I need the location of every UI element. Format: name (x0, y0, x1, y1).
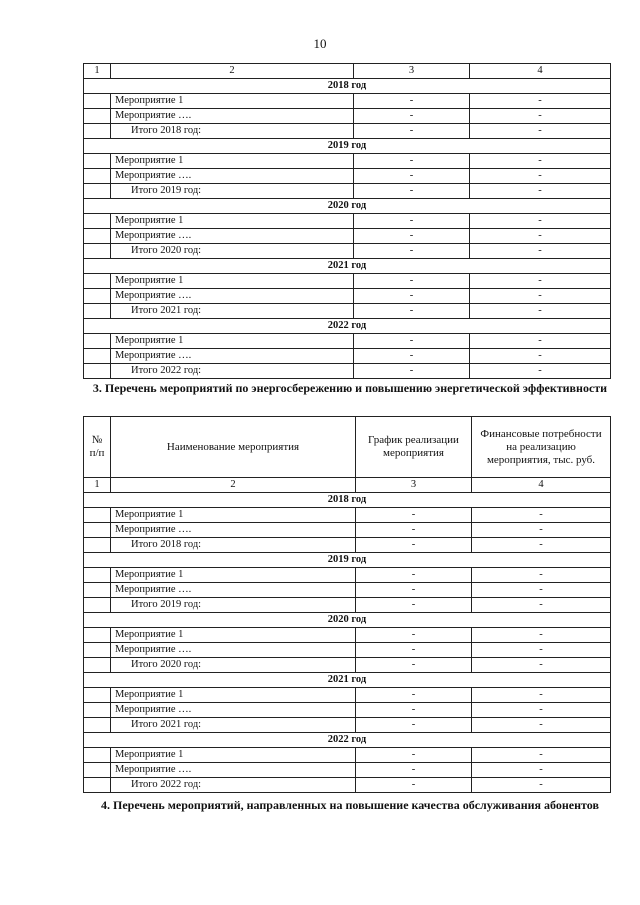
schedule-cell: - (356, 628, 472, 643)
event-name: Мероприятие …. (111, 289, 354, 304)
schedule-cell: - (356, 658, 472, 673)
table-row (84, 568, 611, 583)
schedule-cell: - (354, 124, 470, 139)
schedule-cell: - (356, 523, 472, 538)
table-row (84, 274, 611, 289)
row-number-cell (84, 244, 111, 259)
row-number-cell (84, 568, 111, 583)
financing-cell: - (472, 508, 611, 523)
column-number: 2 (111, 478, 356, 493)
event-name: Мероприятие 1 (111, 748, 356, 763)
column-number: 1 (84, 478, 111, 493)
year-label: 2022 год (84, 733, 611, 748)
event-name: Мероприятие 1 (111, 628, 356, 643)
year-label: 2021 год (84, 673, 611, 688)
financing-cell: - (470, 289, 611, 304)
schedule-cell: - (356, 778, 472, 793)
year-label: 2021 год (84, 259, 611, 274)
total-label: Итого 2019 год: (111, 184, 354, 199)
total-row (84, 364, 611, 379)
schedule-cell: - (354, 304, 470, 319)
event-name: Мероприятие 1 (111, 154, 354, 169)
total-label: Итого 2022 год: (111, 364, 354, 379)
table-row (84, 229, 611, 244)
event-name: Мероприятие …. (111, 583, 356, 598)
table-row (84, 508, 611, 523)
schedule-cell: - (354, 94, 470, 109)
year-row (84, 553, 611, 568)
column-number-row (84, 478, 611, 493)
financing-cell: - (472, 568, 611, 583)
financing-cell: - (472, 583, 611, 598)
row-number-cell (84, 229, 111, 244)
row-number-cell (84, 718, 111, 733)
financing-cell: - (472, 718, 611, 733)
schedule-cell: - (354, 349, 470, 364)
schedule-cell: - (354, 214, 470, 229)
financing-cell: - (472, 643, 611, 658)
total-row (84, 304, 611, 319)
financing-cell: - (470, 154, 611, 169)
financing-cell: - (472, 688, 611, 703)
section-3-title: 3. Перечень мероприятий по энергосбережению и повышению энергетической эффективности (92, 381, 608, 395)
financing-cell: - (470, 109, 611, 124)
page-number: 10 (313, 36, 327, 51)
schedule-cell: - (356, 583, 472, 598)
financing-cell: - (472, 523, 611, 538)
column-number: 1 (84, 64, 111, 79)
table-row (84, 94, 611, 109)
table-row (84, 703, 611, 718)
event-name: Мероприятие …. (111, 349, 354, 364)
year-label: 2019 год (84, 139, 611, 154)
year-label: 2020 год (84, 613, 611, 628)
header-event-name: Наименование мероприятия (111, 417, 356, 478)
financing-cell: - (470, 184, 611, 199)
year-row (84, 733, 611, 748)
financing-cell: - (472, 763, 611, 778)
event-name: Мероприятие 1 (111, 568, 356, 583)
table-row (84, 169, 611, 184)
total-row (84, 778, 611, 793)
row-number-cell (84, 214, 111, 229)
financing-cell: - (472, 598, 611, 613)
row-number-cell (84, 643, 111, 658)
energy-saving-events-table (83, 416, 611, 793)
schedule-cell: - (356, 748, 472, 763)
row-number-cell (84, 703, 111, 718)
schedule-cell: - (354, 154, 470, 169)
year-row (84, 613, 611, 628)
schedule-cell: - (354, 109, 470, 124)
total-label: Итого 2020 год: (111, 658, 356, 673)
table-row (84, 628, 611, 643)
row-number-cell (84, 154, 111, 169)
event-name: Мероприятие 1 (111, 508, 356, 523)
year-row (84, 199, 611, 214)
schedule-cell: - (356, 508, 472, 523)
row-number-cell (84, 763, 111, 778)
table-row (84, 334, 611, 349)
financing-cell: - (470, 214, 611, 229)
schedule-cell: - (356, 598, 472, 613)
total-row (84, 658, 611, 673)
table-row (84, 109, 611, 124)
financing-cell: - (472, 658, 611, 673)
row-number-cell (84, 169, 111, 184)
row-number-cell (84, 538, 111, 553)
row-number-cell (84, 508, 111, 523)
year-row (84, 79, 611, 94)
column-number: 4 (470, 64, 611, 79)
row-number-cell (84, 364, 111, 379)
year-label: 2018 год (84, 493, 611, 508)
event-name: Мероприятие …. (111, 109, 354, 124)
financing-cell: - (472, 538, 611, 553)
row-number-cell (84, 598, 111, 613)
year-row (84, 319, 611, 334)
schedule-cell: - (356, 568, 472, 583)
financing-cell: - (470, 169, 611, 184)
total-label: Итого 2021 год: (111, 304, 354, 319)
total-label: Итого 2018 год: (111, 538, 356, 553)
total-row (84, 244, 611, 259)
financing-cell: - (472, 628, 611, 643)
event-name: Мероприятие …. (111, 703, 356, 718)
row-number-cell (84, 748, 111, 763)
event-name: Мероприятие …. (111, 763, 356, 778)
table-row (84, 154, 611, 169)
total-label: Итого 2018 год: (111, 124, 354, 139)
financing-cell: - (470, 349, 611, 364)
financing-cell: - (470, 229, 611, 244)
event-name: Мероприятие …. (111, 229, 354, 244)
table-row (84, 643, 611, 658)
section-4-title: 4. Перечень мероприятий, направленных на повышение качества обслуживания абонентов (101, 798, 599, 812)
schedule-cell: - (354, 364, 470, 379)
schedule-cell: - (354, 229, 470, 244)
total-row (84, 184, 611, 199)
row-number-cell (84, 334, 111, 349)
row-number-cell (84, 778, 111, 793)
total-row (84, 718, 611, 733)
total-label: Итого 2022 год: (111, 778, 356, 793)
schedule-cell: - (356, 718, 472, 733)
row-number-cell (84, 583, 111, 598)
total-label: Итого 2021 год: (111, 718, 356, 733)
column-number: 4 (472, 478, 611, 493)
table-row (84, 349, 611, 364)
schedule-cell: - (354, 334, 470, 349)
table-row (84, 523, 611, 538)
event-name: Мероприятие 1 (111, 94, 354, 109)
schedule-cell: - (354, 244, 470, 259)
events-table-continued (83, 63, 611, 379)
table-row (84, 583, 611, 598)
financing-cell: - (470, 244, 611, 259)
financing-cell: - (472, 778, 611, 793)
event-name: Мероприятие …. (111, 643, 356, 658)
row-number-cell (84, 688, 111, 703)
table-2-body (84, 478, 611, 793)
row-number-cell (84, 184, 111, 199)
row-number-cell (84, 349, 111, 364)
total-label: Итого 2019 год: (111, 598, 356, 613)
financing-cell: - (470, 364, 611, 379)
financing-cell: - (470, 274, 611, 289)
header-financing: Финансовые потребности на реализацию мероприятия, тыс. руб. (472, 417, 611, 478)
row-number-cell (84, 658, 111, 673)
schedule-cell: - (356, 643, 472, 658)
year-row (84, 673, 611, 688)
schedule-cell: - (356, 703, 472, 718)
financing-cell: - (470, 304, 611, 319)
event-name: Мероприятие …. (111, 523, 356, 538)
column-number: 3 (356, 478, 472, 493)
row-number-cell (84, 289, 111, 304)
table-row (84, 748, 611, 763)
row-number-cell (84, 304, 111, 319)
year-row (84, 259, 611, 274)
row-number-cell (84, 109, 111, 124)
event-name: Мероприятие 1 (111, 688, 356, 703)
financing-cell: - (472, 748, 611, 763)
event-name: Мероприятие 1 (111, 214, 354, 229)
table-1-body (84, 64, 611, 379)
year-label: 2018 год (84, 79, 611, 94)
total-row (84, 124, 611, 139)
column-number: 3 (354, 64, 470, 79)
schedule-cell: - (354, 184, 470, 199)
column-number-row (84, 64, 611, 79)
row-number-cell (84, 274, 111, 289)
year-row (84, 493, 611, 508)
year-label: 2019 год (84, 553, 611, 568)
table-header-row (84, 417, 611, 478)
year-label: 2020 год (84, 199, 611, 214)
event-name: Мероприятие 1 (111, 334, 354, 349)
schedule-cell: - (354, 289, 470, 304)
schedule-cell: - (354, 274, 470, 289)
total-row (84, 598, 611, 613)
event-name: Мероприятие …. (111, 169, 354, 184)
year-label: 2022 год (84, 319, 611, 334)
total-label: Итого 2020 год: (111, 244, 354, 259)
row-number-cell (84, 94, 111, 109)
table-row (84, 289, 611, 304)
financing-cell: - (470, 334, 611, 349)
schedule-cell: - (356, 538, 472, 553)
total-row (84, 538, 611, 553)
table-row (84, 763, 611, 778)
header-number: № п/п (84, 417, 111, 478)
financing-cell: - (470, 94, 611, 109)
financing-cell: - (470, 124, 611, 139)
table-row (84, 214, 611, 229)
event-name: Мероприятие 1 (111, 274, 354, 289)
table-row (84, 688, 611, 703)
column-number: 2 (111, 64, 354, 79)
year-row (84, 139, 611, 154)
row-number-cell (84, 124, 111, 139)
row-number-cell (84, 628, 111, 643)
financing-cell: - (472, 703, 611, 718)
header-schedule: График реализации мероприятия (356, 417, 472, 478)
schedule-cell: - (356, 688, 472, 703)
schedule-cell: - (354, 169, 470, 184)
schedule-cell: - (356, 763, 472, 778)
row-number-cell (84, 523, 111, 538)
